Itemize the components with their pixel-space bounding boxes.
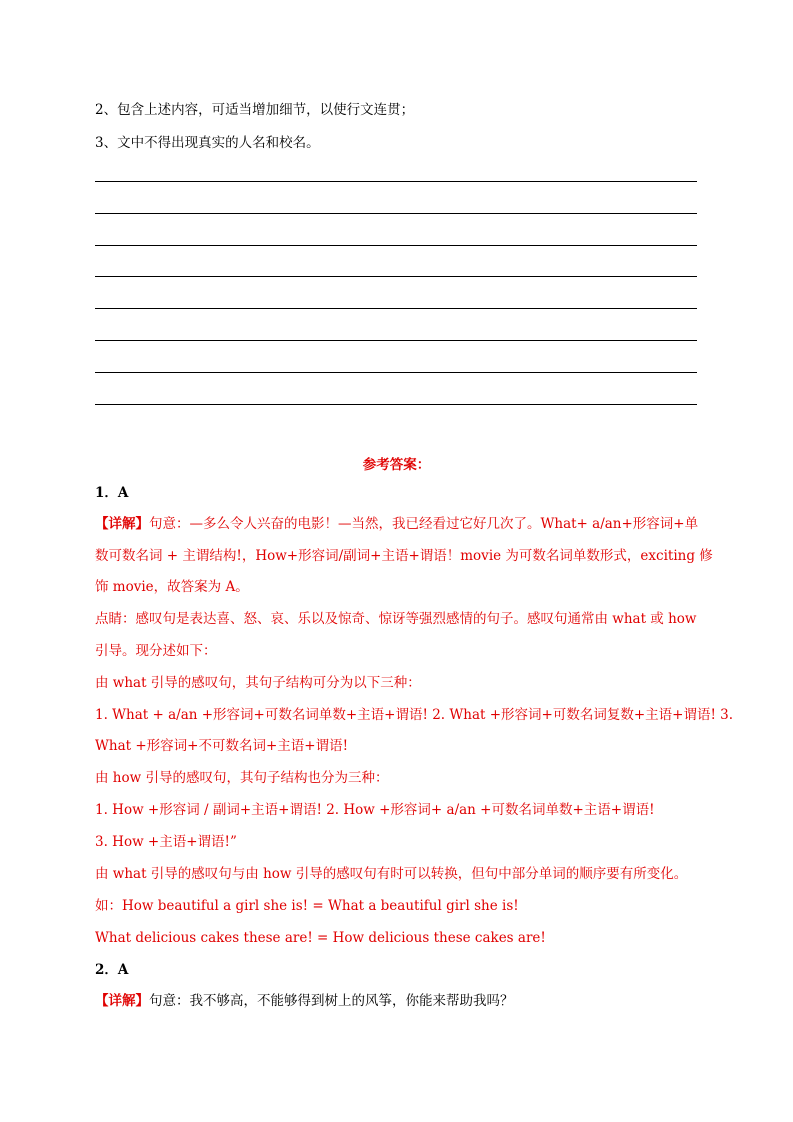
q1-note-line: What delicious cakes these are! = How delicious these cakes are! bbox=[95, 930, 546, 946]
q1-note-line: 由 how 引导的感叹句，其句子结构也分为三种： bbox=[95, 770, 389, 786]
writing-line bbox=[95, 404, 697, 405]
q1-detail-line-1 bbox=[95, 514, 698, 534]
q2-detail-text: 句意：我不够高，不能够得到树上的风筝，你能来帮助我吗？ bbox=[149, 993, 514, 1009]
q1-detail-line-2: 数可数名词 + 主谓结构!，How+形容词/副词+主语+谓语！movie 为可数名词单数形式，exciting 修 bbox=[95, 548, 713, 564]
q2-detail-line bbox=[95, 991, 514, 1011]
q1-note-line: 点睛：感叹句是表达喜、怒、哀、乐以及惊奇、惊讶等强烈感情的句子。感叹句通常由 what 或 how bbox=[95, 611, 697, 627]
writing-line bbox=[95, 340, 697, 341]
writing-line bbox=[95, 308, 697, 309]
q1-note-line: 如：How beautiful a girl she is! = What a beautiful girl she is! bbox=[95, 898, 519, 914]
requirement-3: 3、文中不得出现真实的人名和校名。 bbox=[95, 135, 320, 151]
q1-note-line: 1. How +形容词 / 副词+主语+谓语! 2. How +形容词+ a/an +可数名词单数+主语+谓语! bbox=[95, 802, 655, 818]
writing-line bbox=[95, 372, 697, 373]
q1-answer: 1．A bbox=[95, 485, 129, 501]
q2-answer: 2．A bbox=[95, 962, 129, 978]
writing-line bbox=[95, 276, 697, 277]
q1-detail-label: 【详解】 bbox=[95, 516, 149, 532]
q1-note-line: 由 what 引导的感叹句与由 how 引导的感叹句有时可以转换，但句中部分单词的顺序要有所变化。 bbox=[95, 866, 688, 882]
writing-line bbox=[95, 245, 697, 246]
q2-detail-label: 【详解】 bbox=[95, 993, 149, 1009]
q1-note-line: 3. How +主语+谓语!” bbox=[95, 834, 237, 850]
q1-detail-text-1: 句意：—多么令人兴奋的电影！—当然，我已经看过它好几次了。What+ a/an+形容词+单 bbox=[149, 516, 699, 532]
q1-detail-line-3: 饰 movie，故答案为 A。 bbox=[95, 579, 249, 595]
requirement-2: 2、包含上述内容，可适当增加细节，以使行文连贯； bbox=[95, 102, 415, 118]
q1-note-line: 由 what 引导的感叹句，其句子结构可分为以下三种： bbox=[95, 675, 421, 691]
writing-line bbox=[95, 213, 697, 214]
q1-note-line: What +形容词+不可数名词+主语+谓语! bbox=[95, 738, 349, 754]
q1-note-line: 1. What + a/an +形容词+可数名词单数+主语+谓语! 2. What +形容词+可数名词复数+主语+谓语! 3. bbox=[95, 707, 734, 723]
answer-title: 参考答案： bbox=[362, 457, 431, 473]
writing-line bbox=[95, 181, 697, 182]
q1-note-line: 引导。现分述如下： bbox=[95, 643, 217, 659]
